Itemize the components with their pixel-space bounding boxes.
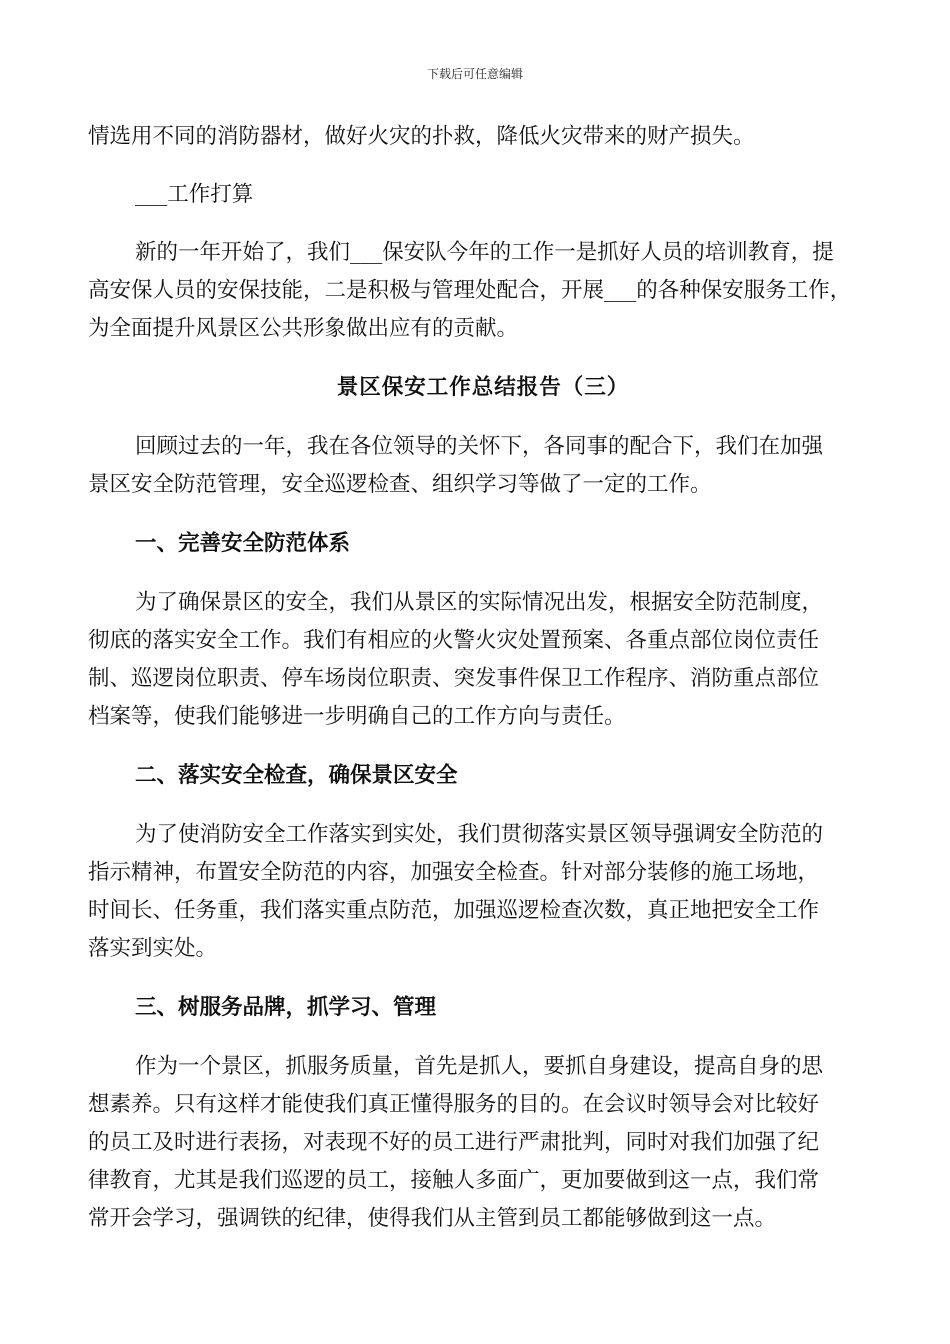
paragraph-line: 彻底的落实安全工作。我们有相应的火警火灾处置预案、各重点部位岗位责任: [88, 628, 820, 653]
paragraph-line: 为了使消防安全工作落实到实处，我们贯彻落实景区领导强调安全防范的: [135, 822, 824, 847]
section-heading-3: 三、树服务品牌，抓学习、管理: [135, 995, 437, 1020]
paragraph-line: 景区安全防范管理，安全巡逻检查、组织学习等做了一定的工作。: [88, 472, 712, 497]
paragraph-line: 想素养。只有这样才能使我们真正懂得服务的目的。在会议时领导会对比较好: [88, 1092, 820, 1117]
work-plan-paragraph: [88, 234, 878, 348]
paragraph-line: 高安保人员的安保技能，二是积极与管理处配合，开展___的各种保安服务工作，: [88, 278, 852, 303]
paragraph-line: 档案等，使我们能够进一步明确自己的工作方向与责任。: [88, 704, 626, 729]
paragraph-line: 时间长、任务重，我们落实重点防范，加强巡逻检查次数，真正地把安全工作: [88, 898, 820, 923]
paragraph-line: 的员工及时进行表扬，对表现不好的员工进行严肃批判，同时对我们加强了纪: [88, 1130, 820, 1155]
section-2-paragraph: [88, 816, 878, 968]
paragraph-line: 常开会学习，强调铁的纪律，使得我们从主管到员工都能够做到这一点。: [88, 1206, 777, 1231]
section-3-paragraph: [88, 1048, 878, 1238]
paragraph-line: 指示精神，布置安全防范的内容，加强安全检查。针对部分装修的施工场地，: [88, 860, 820, 885]
work-plan-heading: ___工作打算: [135, 182, 254, 207]
paragraph-line: 新的一年开始了，我们___保安队今年的工作一是抓好人员的培训教育，提: [135, 240, 834, 265]
page-header-note: 下载后可任意编辑: [426, 67, 523, 81]
paragraph-line: 情选用不同的消防器材，做好火灾的扑救，降低火灾带来的财产损失。: [88, 124, 755, 149]
paragraph-line: 制、巡逻岗位职责、停车场岗位职责、突发事件保卫工作程序、消防重点部位: [88, 666, 820, 691]
paragraph-line: 作为一个景区，抓服务质量，首先是抓人，要抓自身建设，提高自身的思: [135, 1054, 824, 1079]
section-heading-2: 二、落实安全检查，确保景区安全: [135, 763, 458, 788]
document-body: [88, 118, 878, 1238]
paragraph-line: 律教育，尤其是我们巡逻的员工，接触人多面广，更加要做到这一点，我们常: [88, 1168, 820, 1193]
paragraph-line: 为全面提升风景区公共形象做出应有的贡献。: [88, 316, 519, 341]
paragraph-line: 回顾过去的一年，我在各位领导的关怀下，各同事的配合下，我们在加强: [135, 434, 824, 459]
paragraph-line: 落实到实处。: [88, 936, 218, 961]
section-heading-1: 一、完善安全防范体系: [135, 531, 351, 556]
report-title: 景区保安工作总结报告（三）: [336, 375, 630, 400]
report-intro-paragraph: [88, 428, 878, 504]
paragraph-line: 为了确保景区的安全，我们从景区的实际情况出发，根据安全防范制度，: [135, 590, 824, 615]
section-1-paragraph: [88, 584, 878, 736]
